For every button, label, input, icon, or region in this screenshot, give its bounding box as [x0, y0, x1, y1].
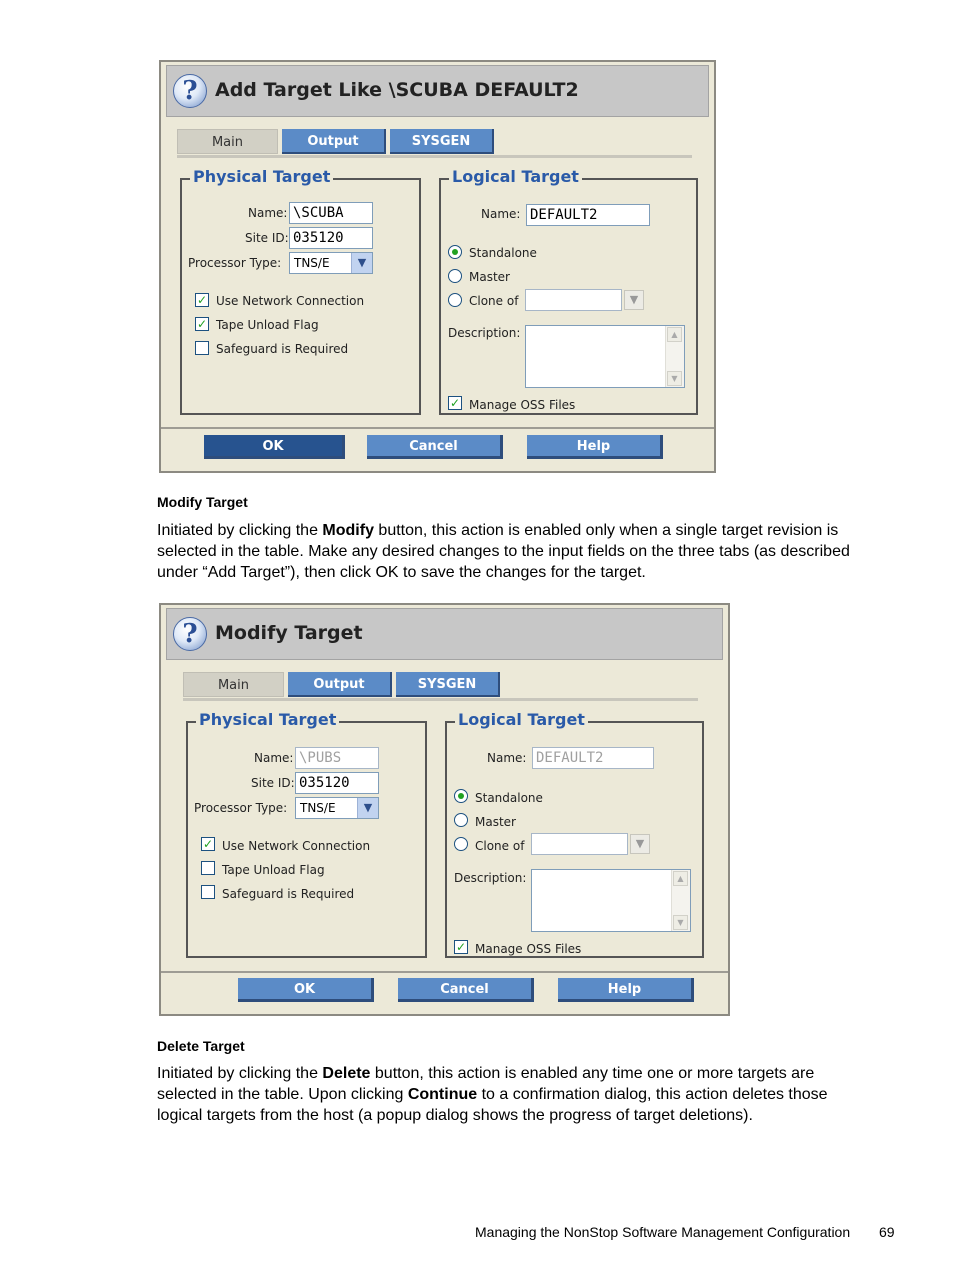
scroll-up-icon[interactable]: ▲ [667, 327, 682, 342]
logical-name-label: Name: [481, 207, 521, 221]
clone-of-radio[interactable] [448, 293, 462, 307]
site-id-field[interactable]: 035120 [289, 227, 373, 249]
chevron-down-icon[interactable]: ▼ [630, 834, 650, 854]
delete-line-1: Initiated by clicking the Delete button, this action is enabled any time one or more targets are [157, 1065, 815, 1082]
standalone-label: Standalone [469, 246, 537, 260]
use-network-checkbox[interactable]: ✓ [202, 837, 214, 851]
tab-main[interactable]: Main [183, 672, 284, 697]
standalone-radio[interactable] [454, 789, 468, 803]
master-label: Master [469, 270, 510, 284]
safeguard-label: Safeguard is Required [222, 887, 355, 901]
modify-target-heading: Modify Target [157, 494, 248, 510]
button-bar-separator [161, 427, 714, 429]
add-target-dialog [159, 60, 716, 473]
site-id-field[interactable]: 035120 [295, 772, 379, 794]
modify-target-dialog [159, 603, 730, 1016]
help-question-icon: ? [173, 74, 207, 108]
chevron-down-icon[interactable]: ▼ [624, 290, 644, 310]
use-network-label: Use Network Connection [216, 294, 365, 308]
description-textarea[interactable] [525, 325, 685, 388]
name-label: Name: [254, 751, 294, 765]
processor-type-label: Processor Type: [194, 801, 288, 815]
delete-line-3: logical targets from the host (a popup dialog shows the progress of target deletions). [157, 1107, 753, 1124]
help-question-icon: ? [173, 617, 207, 651]
master-radio[interactable] [454, 813, 468, 827]
footer-section-title: Managing the NonStop Software Management Configuration [475, 1224, 851, 1240]
tape-unload-checkbox[interactable]: ✓ [196, 317, 208, 331]
use-network-label: Use Network Connection [222, 839, 371, 853]
site-id-label: Site ID: [251, 776, 295, 790]
manage-oss-label: Manage OSS Files [475, 942, 582, 956]
delete-line-2: selected in the table. Upon clicking Continue to a confirmation dialog, this action deletes those [157, 1086, 828, 1103]
description-scrollbar[interactable] [671, 870, 690, 931]
modify-target-paragraph [157, 520, 850, 583]
name-label: Name: [248, 206, 288, 220]
scroll-down-icon[interactable]: ▼ [667, 371, 682, 386]
dialog-title: Add Target Like \SCUBA DEFAULT2 [215, 79, 579, 101]
description-label: Description: [454, 871, 527, 885]
manage-oss-checkbox[interactable]: ✓ [455, 940, 467, 954]
processor-type-label: Processor Type: [188, 256, 282, 270]
clone-of-radio[interactable] [454, 837, 468, 851]
dialog-title: Modify Target [215, 622, 363, 644]
physical-target-group [186, 710, 427, 958]
clone-of-label: Clone of [475, 839, 525, 853]
cancel-button[interactable]: Cancel [398, 978, 534, 1002]
logical-name-label: Name: [487, 751, 527, 765]
modify-line-2: selected in the table. Make any desired changes to the input fields on the three tabs (as described [157, 543, 850, 560]
standalone-label: Standalone [475, 791, 543, 805]
logical-target-title: Logical Target [455, 710, 588, 729]
name-field[interactable]: \PUBS [295, 747, 379, 769]
logical-name-field[interactable]: DEFAULT2 [526, 204, 650, 226]
tab-output[interactable]: Output [288, 672, 392, 697]
logical-target-group [439, 167, 698, 415]
clone-of-combo[interactable] [531, 833, 628, 855]
tab-underline [177, 155, 692, 158]
safeguard-label: Safeguard is Required [216, 342, 349, 356]
cancel-button[interactable]: Cancel [367, 435, 503, 459]
dialog-titlebar [166, 65, 709, 117]
processor-type-select[interactable] [289, 252, 373, 274]
logical-name-field[interactable]: DEFAULT2 [532, 747, 654, 769]
description-textarea[interactable] [531, 869, 691, 932]
manage-oss-label: Manage OSS Files [469, 398, 576, 412]
scroll-down-icon[interactable]: ▼ [673, 915, 688, 930]
delete-target-paragraph [157, 1063, 828, 1126]
ok-button[interactable]: OK [238, 978, 374, 1002]
modify-line-1: Initiated by clicking the Modify button, this action is enabled only when a single target revision is [157, 522, 839, 539]
safeguard-checkbox[interactable] [195, 341, 209, 355]
name-field[interactable]: \SCUBA [289, 202, 373, 224]
help-button[interactable]: Help [558, 978, 694, 1002]
processor-type-value: TNS/E [300, 801, 336, 815]
page-number: 69 [879, 1224, 895, 1240]
logical-target-title: Logical Target [449, 167, 582, 186]
processor-type-select[interactable] [295, 797, 379, 819]
tape-unload-label: Tape Unload Flag [222, 863, 325, 877]
tab-bar [183, 672, 703, 702]
standalone-radio[interactable] [448, 245, 462, 259]
safeguard-checkbox[interactable] [201, 885, 215, 899]
tape-unload-checkbox[interactable] [201, 861, 215, 875]
button-bar-separator [161, 971, 728, 973]
modify-line-3: under “Add Target”), then click OK to save the changes for the target. [157, 564, 646, 581]
scroll-up-icon[interactable]: ▲ [673, 871, 688, 886]
clone-of-label: Clone of [469, 294, 519, 308]
delete-target-heading: Delete Target [157, 1038, 245, 1054]
clone-of-combo[interactable] [525, 289, 622, 311]
master-label: Master [475, 815, 516, 829]
dialog-titlebar [166, 608, 723, 660]
tab-sysgen[interactable]: SYSGEN [390, 129, 494, 154]
master-radio[interactable] [448, 269, 462, 283]
tab-output[interactable]: Output [282, 129, 386, 154]
processor-type-value: TNS/E [294, 256, 330, 270]
use-network-checkbox[interactable]: ✓ [196, 293, 208, 307]
manage-oss-checkbox[interactable]: ✓ [449, 396, 461, 410]
site-id-label: Site ID: [245, 231, 289, 245]
logical-target-group [445, 710, 704, 958]
physical-target-title: Physical Target [190, 167, 333, 186]
ok-button[interactable]: OK [204, 435, 345, 459]
chevron-down-icon[interactable]: ▼ [351, 253, 372, 273]
tab-bar [177, 129, 697, 159]
description-scrollbar[interactable] [665, 326, 684, 387]
chevron-down-icon[interactable]: ▼ [357, 798, 378, 818]
description-label: Description: [448, 326, 521, 340]
help-button[interactable]: Help [527, 435, 663, 459]
physical-target-title: Physical Target [196, 710, 339, 729]
tab-sysgen[interactable]: SYSGEN [396, 672, 500, 697]
physical-target-group [180, 167, 421, 415]
tape-unload-label: Tape Unload Flag [216, 318, 319, 332]
tab-underline [183, 698, 698, 701]
tab-main[interactable]: Main [177, 129, 278, 154]
